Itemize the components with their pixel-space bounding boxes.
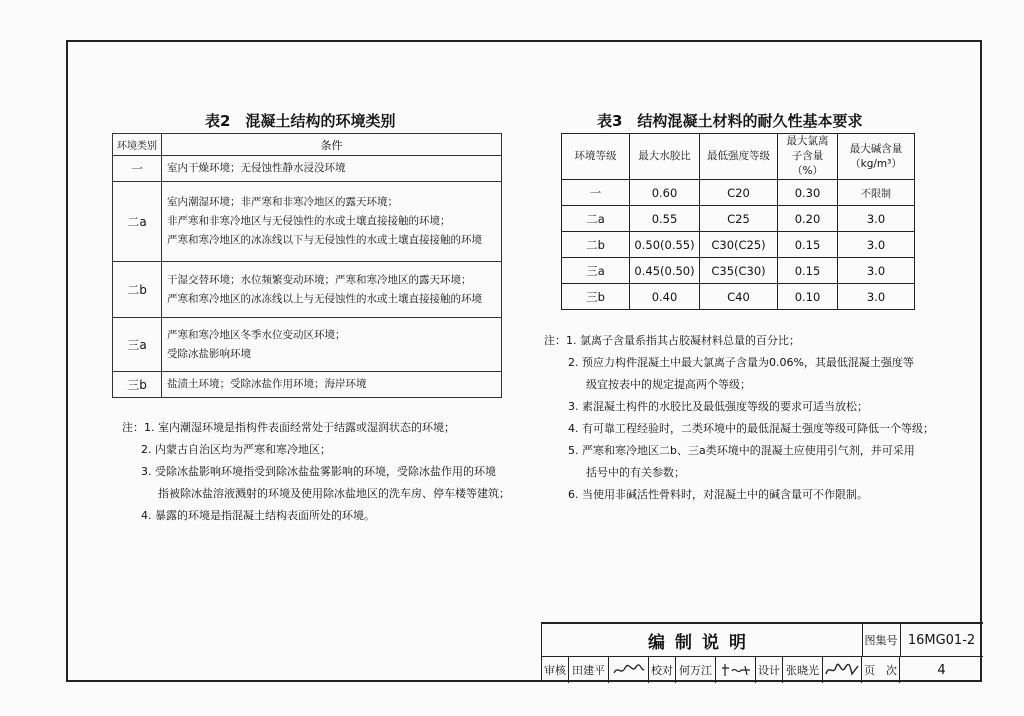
- condition-cell: [162, 318, 502, 372]
- note-line: 级宜按表中的规定提高两个等级；: [586, 378, 751, 391]
- table-cell: 一: [562, 180, 630, 206]
- note-line: 4. 有可靠工程经验时，二类环境中的最低混凝土强度等级可降低一个等级；: [568, 422, 934, 435]
- table-row: [113, 156, 502, 182]
- table-cell: 二b: [562, 232, 630, 258]
- table-row: [113, 262, 502, 318]
- table-cell: C40: [700, 284, 778, 310]
- table-cell: 0.40: [630, 284, 700, 310]
- table-cell: C20: [700, 180, 778, 206]
- table3-title: 表3 结构混凝土材料的耐久性基本要求: [597, 112, 863, 130]
- note-line: 4. 暴露的环境是指混凝土结构表面所处的环境。: [141, 509, 375, 522]
- table-row: [562, 258, 915, 284]
- signature-row: [542, 656, 983, 683]
- condition-cell: [162, 156, 502, 182]
- page-label: 页 次: [862, 657, 900, 683]
- table-cell: 0.55: [630, 206, 700, 232]
- table-cell: 0.15: [778, 232, 838, 258]
- condition-cell: [162, 372, 502, 398]
- table-cell: 0.50(0.55): [630, 232, 700, 258]
- checker-name: 何万江: [676, 657, 716, 683]
- table-row: [562, 180, 915, 206]
- category-cell: 一: [113, 156, 162, 182]
- table-cell: 3.0: [838, 232, 915, 258]
- category-cell: 三a: [113, 318, 162, 372]
- note-line: 2. 内蒙古自治区均为严寒和寒冷地区；: [141, 443, 331, 456]
- table-header: 最大氯离子含量（%）: [778, 134, 838, 180]
- table-cell: C25: [700, 206, 778, 232]
- table-row: [562, 284, 915, 310]
- table-row: [562, 206, 915, 232]
- table-cell: 二a: [562, 206, 630, 232]
- designer-signature: [823, 657, 862, 683]
- condition-line: 受除冰盐影响环境: [167, 347, 251, 360]
- note-line: 3. 受除冰盐影响环境指受到除冰盐盐雾影响的环境，受除冰盐作用的环境: [141, 465, 496, 478]
- check-label: 校对: [649, 657, 676, 683]
- table-cell: 0.15: [778, 258, 838, 284]
- table-cell: 3.0: [838, 206, 915, 232]
- atlas-number: 16MG01-2: [907, 632, 976, 648]
- table-cell: 0.10: [778, 284, 838, 310]
- note-line: 5. 严寒和寒冷地区二b、三a类环境中的混凝土应使用引气剂，并可采用: [568, 444, 915, 457]
- table-cell: 0.20: [778, 206, 838, 232]
- table-header: 条件: [162, 134, 502, 156]
- condition-line: 严寒和寒冷地区的冰冻线以上与无侵蚀性的水或土壤直接接触的环境: [167, 292, 482, 305]
- table-row: [562, 232, 915, 258]
- condition-line: 严寒和寒冷地区冬季水位变动区环境；: [167, 328, 346, 341]
- note-line: 2. 预应力构件混凝土中最大氯离子含量为0.06%，其最低混凝土强度等: [568, 356, 914, 369]
- table-header: 最大水胶比: [630, 134, 700, 180]
- table-header-row: [113, 134, 502, 156]
- condition-cell: [162, 182, 502, 262]
- reviewer-signature: [609, 657, 649, 683]
- designer-name: 张晓光: [783, 657, 823, 683]
- table-header: 环境类别: [113, 134, 162, 156]
- condition-line: 非严寒和非寒冷地区与无侵蚀性的水或土壤直接接触的环境；: [167, 215, 451, 227]
- reviewer-name: 田建平: [569, 657, 609, 683]
- condition-line: 室内干燥环境；无侵蚀性静水浸没环境: [167, 162, 346, 174]
- table-cell: C30(C25): [700, 232, 778, 258]
- table-cell: 三a: [562, 258, 630, 284]
- table2-notes: [122, 417, 510, 527]
- condition-line: 盐渍土环境；受除冰盐作用环境；海岸环境: [167, 378, 367, 390]
- drawing-title: 编制说明: [542, 624, 863, 656]
- note-line: 括号中的有关参数；: [586, 466, 685, 479]
- atlas-number-label: 图集号: [862, 624, 901, 656]
- table2-title: 表2 混凝土结构的环境类别: [205, 112, 396, 130]
- note-line: 6. 当使用非碱活性骨料时，对混凝土中的碱含量可不作限制。: [568, 488, 868, 501]
- note-line: 注：1. 氯离子含量系指其占胶凝材料总量的百分比；: [544, 334, 800, 347]
- table-cell: 不限制: [838, 180, 915, 206]
- table-row: [113, 372, 502, 398]
- category-cell: 三b: [113, 372, 162, 398]
- condition-line: 室内潮湿环境；非严寒和非寒冷地区的露天环境；: [167, 196, 398, 208]
- table3-notes: [544, 330, 934, 506]
- table-row: [113, 182, 502, 262]
- table-cell: 0.60: [630, 180, 700, 206]
- table-cell: 0.45(0.50): [630, 258, 700, 284]
- table-cell: 3.0: [838, 284, 915, 310]
- page-number: 4: [937, 662, 946, 678]
- table-header: 环境等级: [562, 134, 630, 180]
- checker-signature: [716, 657, 756, 683]
- table-cell: C35(C30): [700, 258, 778, 284]
- category-cell: 二a: [113, 182, 162, 262]
- condition-cell: [162, 262, 502, 318]
- note-line: 指被除冰盐溶液溅射的环境及使用除冰盐地区的洗车房、停车楼等建筑；: [158, 487, 510, 500]
- design-label: 设计: [756, 657, 783, 683]
- table-row: [113, 318, 502, 372]
- table-cell: 3.0: [838, 258, 915, 284]
- note-line: 注：1. 室内潮湿环境是指构件表面经常处于结露或湿润状态的环境；: [122, 421, 455, 434]
- condition-line: 干湿交替环境；水位频繁变动环境；严寒和寒冷地区的露天环境；: [167, 273, 472, 286]
- review-label: 审核: [542, 657, 569, 683]
- table-header-row: [562, 134, 915, 180]
- category-cell: 二b: [113, 262, 162, 318]
- environment-category-table: [112, 133, 502, 398]
- note-line: 3. 素混凝土构件的水胶比及最低强度等级的要求可适当放松；: [568, 400, 868, 413]
- title-block: [541, 622, 983, 682]
- table-header: 最低强度等级: [700, 134, 778, 180]
- durability-requirements-table: [561, 133, 915, 310]
- table-cell: 0.30: [778, 180, 838, 206]
- table-cell: 三b: [562, 284, 630, 310]
- condition-line: 严寒和寒冷地区的冰冻线以下与无侵蚀性的水或土壤直接接触的环境: [167, 234, 482, 246]
- table-header: 最大碱含量（kg/m³）: [838, 134, 915, 180]
